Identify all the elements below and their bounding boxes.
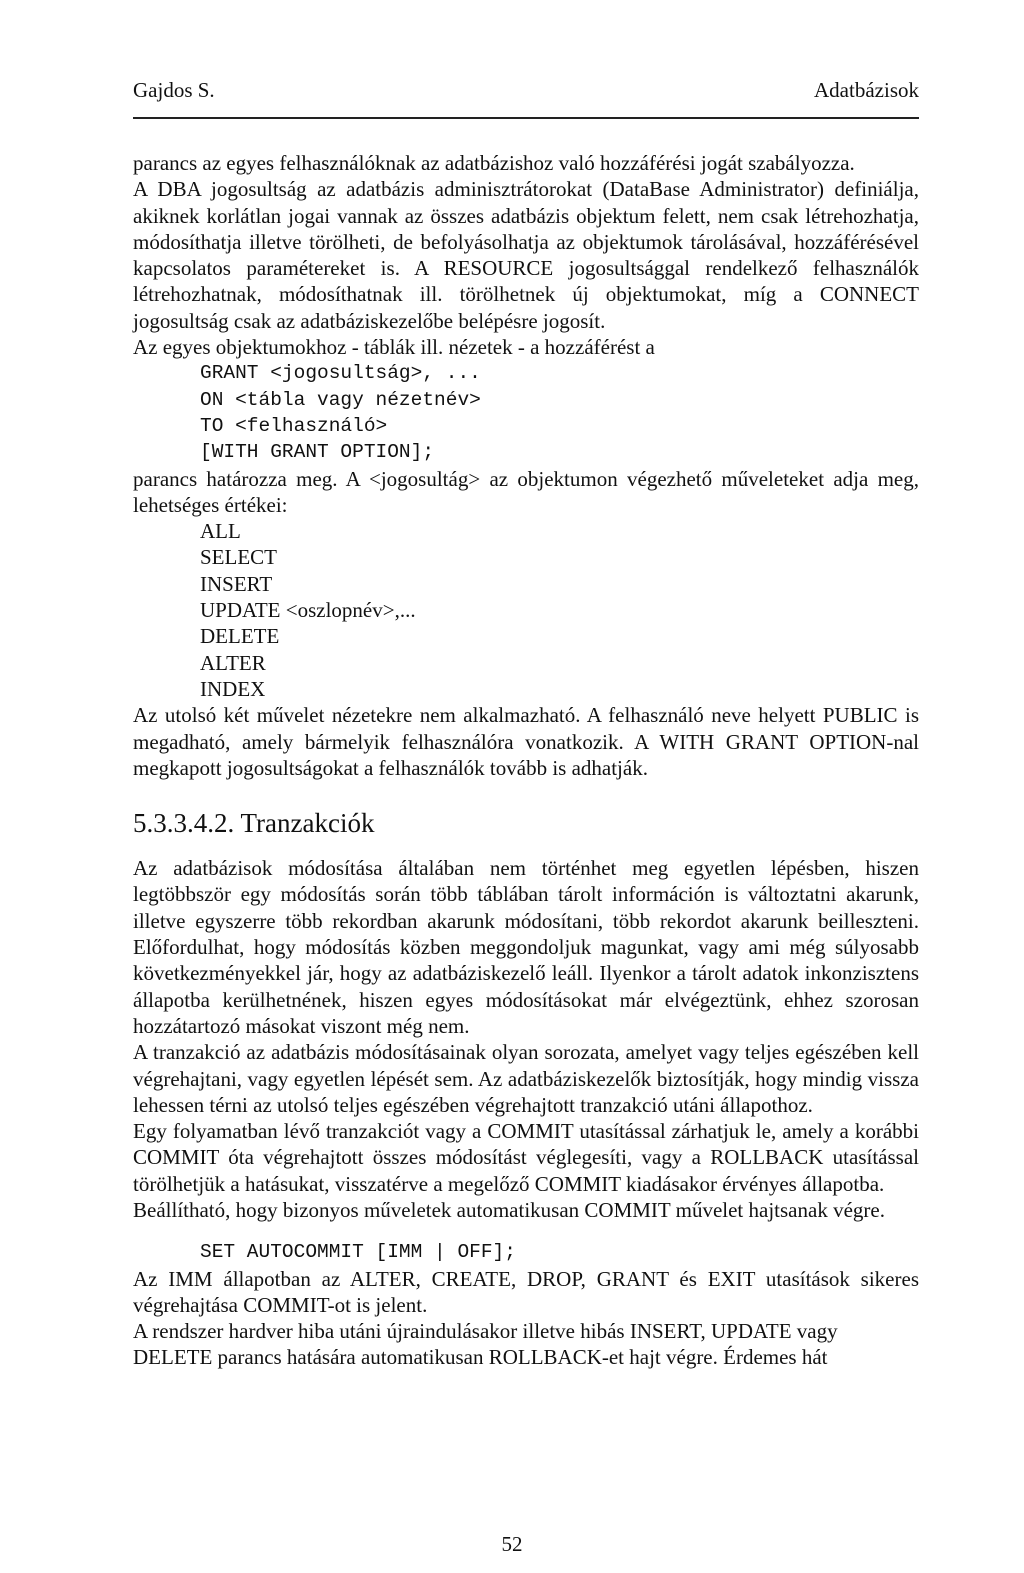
paragraph-hardware-error: A rendszer hardver hiba utáni újraindulásakor illetve hibás INSERT, UPDATE vagy DELETE parancs hatására automatikusan ROLLBACK-et hajt végre. Érdemes hát	[133, 1319, 838, 1370]
paragraph-privileges-intro: parancs határozza meg. A <jogosultág> az objektumon végezhető műveleteket adja meg, lehetséges értékei:	[133, 466, 919, 517]
paragraph-commit-rollback: Egy folyamatban lévő tranzakciót vagy a COMMIT utasítással zárhatjuk le, amely a korábbi COMMIT óta végrehajtott összes módosítást véglegesíti, vagy a ROLLBACK utasítással törölhetjük a hatásukat, visszatérve a megelőző COMMIT kiadásakor érvényes állapotba.	[133, 1119, 919, 1196]
section-heading: 5.3.3.4.2. Tranzakciók	[133, 808, 375, 839]
code-line: GRANT <jogosultság>, ...	[200, 362, 481, 385]
code-line: [WITH GRANT OPTION];	[200, 441, 435, 464]
privilege-item: SELECT	[200, 545, 277, 570]
page-body	[133, 150, 919, 1371]
privilege-list	[133, 518, 919, 702]
grant-code-block	[133, 360, 919, 465]
paragraph-autocommit: Beállítható, hogy bizonyos műveletek automatikusan COMMIT művelet hajtsanak végre.	[133, 1197, 885, 1222]
paragraph-grant-intro: parancs az egyes felhasználóknak az adatbázishoz való hozzáférési jogát szabályozza.	[133, 151, 855, 175]
privilege-item: INSERT	[200, 571, 273, 596]
code-line: TO <felhasználó>	[200, 414, 388, 437]
code-line: ON <tábla vagy nézetnév>	[200, 388, 481, 411]
privilege-item: INDEX	[200, 676, 266, 701]
privilege-item: ALL	[200, 519, 241, 544]
privilege-item: DELETE	[200, 624, 280, 649]
privilege-item: ALTER	[200, 650, 266, 675]
paragraph-transactions: Az adatbázisok módosítása általában nem történhet meg egyetlen lépésben, hiszen legtöbbször egy módosítás során több táblában tárolt információn is változtatni akarunk, illetve egyszerre több rekordban akarunk módosítani, több rekordot akarunk beilleszteni. Előfordulhat, hogy módosítás közben meggondoljuk magunkat, vagy ami még súlyosabb következményekkel jár, hogy az adatbáziskezelő leáll. Ilyenkor a tárolt adatok inkonzisztens állapotba kerülhetnének, hiszen egyes módosításokat már elvégeztünk, ehhez szorosan hozzátartozó másokat viszont még nem.	[133, 856, 919, 1038]
header-title: Adatbázisok	[814, 78, 919, 102]
paragraph-dba: A DBA jogosultság az adatbázis adminisztrátorokat (DataBase Administrator) definiálja, akiknek korlátlan jogai vannak az összes adatbázis objektum felett, nem csak létrehozhatja, módosíthatja illetve törölheti, de befolyásolhatja az objektumok tárolásával, hozzáférésével kapcsolatos paramétereket is. A RESOURCE jogosultsággal rendelkező felhasználók létrehozhatnak, módosíthatnak ill. törölhetnek új objektumokat, míg a CONNECT jogosultság csak az adatbáziskezelőbe belépésre jogosít.	[133, 177, 919, 333]
header-author: Gajdos S.	[133, 78, 215, 102]
paragraph-public: Az utolsó két művelet nézetekre nem alkalmazható. A felhasználó neve helyett PUBLIC is megadható, amely bármelyik felhasználóra vonatkozik. A WITH GRANT OPTION-nal megkapott jogosultságokat a felhasználók tovább is adhatják.	[133, 703, 919, 780]
running-header	[133, 78, 919, 108]
privilege-item: UPDATE <oszlopnév>,...	[200, 598, 416, 623]
paragraph-object-access: Az egyes objektumokhoz - táblák ill. nézetek - a hozzáférést a	[133, 335, 655, 360]
autocommit-code: SET AUTOCOMMIT [IMM | OFF];	[200, 1241, 516, 1264]
paragraph-imm: Az IMM állapotban az ALTER, CREATE, DROP, GRANT és EXIT utasítások sikeres végrehajtása COMMIT-ot is jelent.	[133, 1266, 919, 1317]
header-rule	[133, 117, 919, 119]
page-number: 52	[501, 1532, 523, 1556]
paragraph-transaction-definition: A tranzakció az adatbázis módosításainak olyan sorozata, amelyet vagy teljes egészében kell végrehajtani, vagy egyetlen lépését sem. Az adatbáziskezelők biztosítják, hogy mindig vissza lehessen térni az utolsó teljes egészében végrehajtott tranzakció utáni állapothoz.	[133, 1040, 919, 1117]
